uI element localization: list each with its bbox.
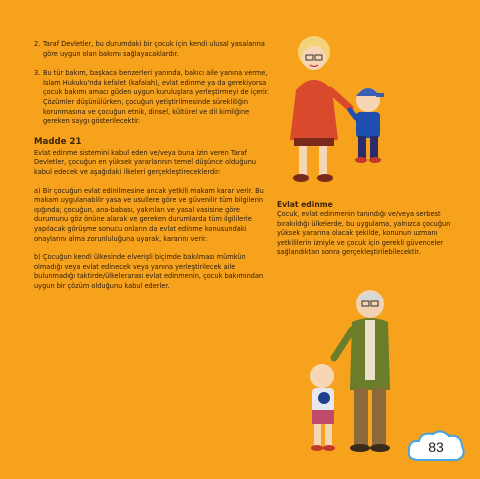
section-title: Madde 21 <box>34 136 82 147</box>
list-item <box>34 40 270 59</box>
section-paragraph-b: b) Çocuğun kendi ülkesinde elverişli biçimde bakılması mümkün olmadığı veya evlat edinecek veya yanına yerleştirilecek aile bulunmadığı taktirde/ülkelerarası evlat edinmenin, çocuk bakımından uygun bir çözüm olduğunu kabul ederler. <box>34 253 264 290</box>
page-number-badge <box>405 428 467 466</box>
page-number: 83 <box>428 439 444 455</box>
list-text: Taraf Devletler, bu durumdaki bir çocuk için kendi ulusal yasalarına göre uygun olan bakımı sağlayacaklardır. <box>43 40 265 58</box>
woman-figure <box>290 36 350 182</box>
left-column <box>34 40 270 300</box>
section-intro: Evlat edinme sistemini kabul eden ve/veya buna izin veren Taraf Devletler, çocuğun en yüksek yararlarının temel düşünce olduğunu kabul edecek ve aşağıdaki ilkeleri gerçekleştireceklerdir: <box>34 148 257 176</box>
woman-and-child-illustration <box>272 30 452 190</box>
sidebar-text: Çocuk, evlat edinmenin tanındığı ve/veya serbest bırakıldığı ülkelerde, bu uygulama, yalnızca çocuğun yüksek yararına olacak şekilde, konunun uzmanı yetkililerin izniyle ve çocuk için gerekli güvenceler sağlandıktan sonra gerçekleştirilebilecektir. <box>277 210 451 257</box>
list-number: 2. <box>34 40 41 48</box>
list-item <box>34 69 270 127</box>
child-figure <box>350 88 384 163</box>
list-text: Bu tür bakım, başkaca benzerleri yanında, bakıcı aile yanına verme, İslam Hukuku'nda kefalet (kafalah), evlat edinme ya da gerekiyorsa çocuk bakımı amacı güden uygun kuruluşlara yerleştirmeyi de içerir. Çözümler düşünülürken, çocuğun yetiştirilmesinde sürekliliğin korunmasına ve çocuğun etnik, dinsel, kültürel ve dil kimliğine gereken saygı gösterilecektir. <box>43 69 270 126</box>
grandfather-and-girl-illustration <box>298 280 418 460</box>
section-paragraph-a: a) Bir çocuğun evlat edinilmesine ancak yetkili makam karar verir. Bu makam uygulanabilir yasa ve usullere göre ve güvenilir tüm bilgilerin ışığında; çocuğun, ana-babası, yakınları ve yasal vasisine göre durumunu göz önüne alarak ve gereken durumlarda tüm ilgililerle yapılacak görüşme sonucu onların da evlat edinme konusundaki onaylarını alma zorunluluğuna uyarak, kararını verir. <box>34 186 264 243</box>
list-number: 3. <box>34 69 41 78</box>
girl-figure <box>310 364 335 451</box>
sidebar-title: Evlat edinme <box>277 200 333 209</box>
right-column <box>277 200 457 258</box>
grandfather-figure <box>334 290 390 452</box>
